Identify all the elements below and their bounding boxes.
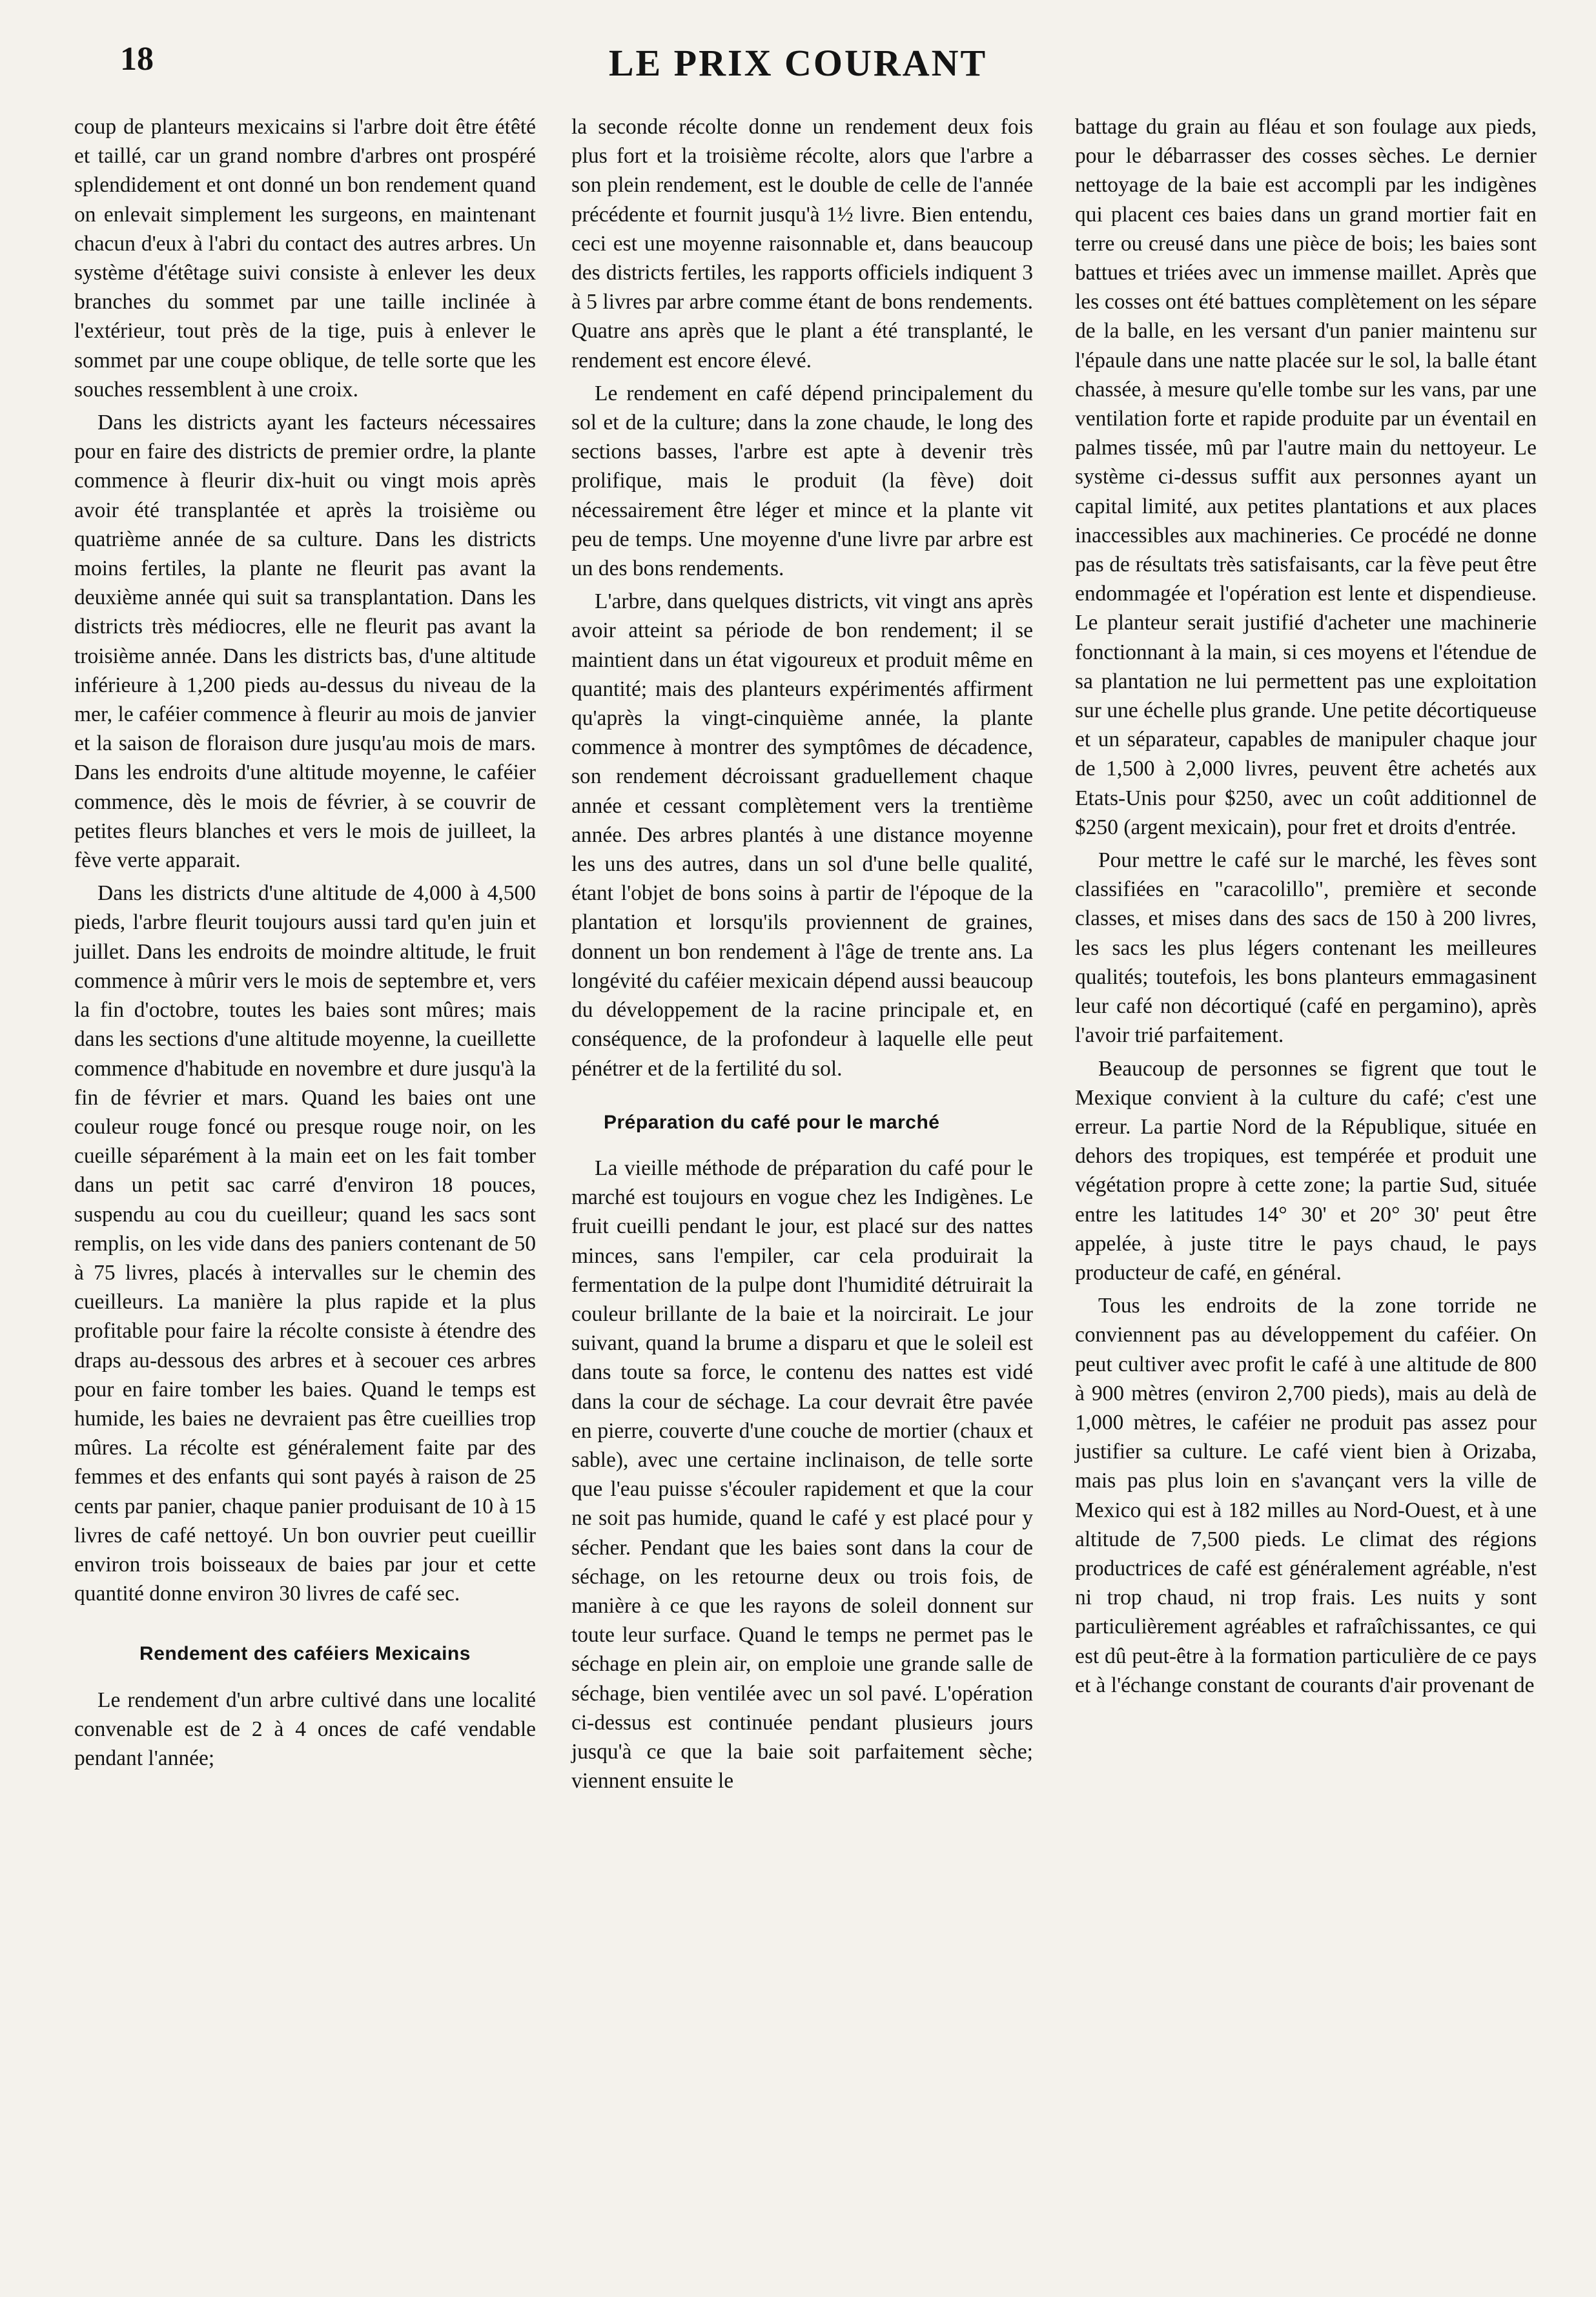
text-column-1 — [74, 112, 536, 2269]
paragraph: Dans les districts ayant les facteurs nécessaires pour en faire des districts de premier ordre, la plante commence à fleurir dix-huit ou vingt mois après avoir été transplantée et après la troisième ou quatrième année de sa culture. Dans les districts moins fertiles, la plante ne fleurit pas avant la deuxième année qui suit sa transplantation. Dans les districts très médiocres, elle ne fleurit pas avant la troisième année. Dans les districts bas, d'une altitude inférieure à 1,200 pieds au-dessus du niveau de la mer, le caféier commence à fleurir au mois de janvier et la saison de floraison dure jusqu'au mois de mars. Dans les endroits d'une altitude moyenne, le caféier commence, dès le mois de février, à se couvrir de petites fleurs blanches et vers le mois de juilleet, la fève verte apparait. — [74, 411, 536, 873]
paragraph: Beaucoup de personnes se figrent que tout le Mexique convient à la culture du café; c'est une erreur. La partie Nord de la République, située en dehors des tropiques, est tempérée et produit une végétation propre à cette zone; la partie Sud, située entre les latitudes 14° 30' et 20° 30' peut être appelée, à juste titre le pays chaud, le pays producteur de café, en général. — [1075, 1056, 1537, 1285]
paragraph: Dans les districts d'une altitude de 4,000 à 4,500 pieds, l'arbre fleurit toujours aussi tard qu'en juin et juillet. Dans les endroits de moindre altitude, le fruit commence à mûrir vers le mois de septembre et, vers la fin d'octobre, toutes les baies sont mûres; mais dans les sections d'une altitude moyenne, la cueillette commence d'habitude en novembre et dure jusqu'à la fin de février et mars. Quand les baies ont une couleur rouge foncé ou presque rouge noir, on les cueille séparément à la main eet on les fait tomber dans un petit sac carré d'environ 18 pouces, suspendu au cou du cueilleur; quand les sacs sont remplis, on les vide dans des paniers contenant de 50 à 75 livres, placés à intervalles sur le chemin des cueilleurs. La manière la plus rapide et la plus profitable pour faire la récolte consiste à étendre des draps au-dessous des arbres et à secouer ces arbres pour en faire tomber les baies. Quand le temps est humide, les baies ne devraient pas être cueillies trop mûres. La récolte est généralement faite par des femmes et des enfants qui sont payés à raison de 25 cents par panier, chaque panier produisant de 10 à 15 livres de café nettoyé. Un bon ouvrier peut cueillir environ trois boisseaux de baies par jour et cette quantité donne environ 30 livres de café sec. — [74, 881, 536, 1606]
paragraph: Pour mettre le café sur le marché, les fèves sont classifiées en "caracolillo", première et seconde classes, et mises dans des sacs de 150 à 200 livres, les sacs les plus légers contenant les meilleures qualités; toutefois, les bons planteurs emmagasinent leur café non décortiqué (café en pergamino), après l'avoir trié parfaitement. — [1075, 848, 1537, 1048]
page-number: 18 — [120, 41, 154, 77]
section-heading: Rendement des caféiers Mexicains — [139, 1643, 471, 1665]
running-title: LE PRIX COURANT — [608, 42, 988, 84]
paragraph: la seconde récolte donne un rendement deux fois plus fort et la troisième récolte, alors que l'arbre a son plein rendement, est le double de celle de l'année précédente et fournit jusqu'à 1½ livre. Bien entendu, ceci est une moyenne raisonnable et, dans beaucoup des districts fertiles, les rapports officiels indiquent 3 à 5 livres par arbre comme étant de bons rendements. Quatre ans après que le plant a été transplanté, le rendement est encore élevé. — [571, 115, 1033, 373]
paragraph: La vieille méthode de préparation du café pour le marché est toujours en vogue chez les Indigènes. Le fruit cueilli pendant le jour, est placé sur des nattes minces, sans l'empiler, car cela produirait la fermentation de la pulpe dont l'humidité détruirait la couleur brillante de la baie et la noircirait. Le jour suivant, quand la brume a disparu et que le soleil est dans toute sa force, le contenu des nattes est vidé dans la cour de séchage. La cour devrait être pavée en pierre, couverte d'une couche de mortier (chaux et sable), avec une certaine inclinaison, de telle sorte que l'eau puisse s'écouler rapidement et que la cour ne soit pas humide, quand le café y est placé pour y sécher. Pendant que les baies sont dans la cour de séchage, on les retourne deux ou trois fois, de manière à ce que les rayons de soleil donnent sur toute leur surface. Quand le temps ne permet pas le séchage en plein air, on emploie une grande salle de séchage, bien ventilée avec un sol pavé. L'opération ci-dessus est continuée pendant plusieurs jours jusqu'à ce que la baie soit parfaitement sèche; viennent ensuite le — [571, 1156, 1033, 1793]
text-column-3 — [1075, 112, 1537, 2269]
paragraph: coup de planteurs mexicains si l'arbre doit être étêté et taillé, car un grand nombre d'arbres ont prospéré splendidement et ont donné un bon rendement quand on enlevait simplement les surgeons, en maintenant chacun d'eux à l'abri du contact des autres arbres. Un système d'étêtage suivi consiste à enlever les deux branches du sommet par une taille inclinée à l'extérieur, tout près de la tige, puis à enlever le sommet par une coupe oblique, de telle sorte que les souches ressemblent à une croix. — [74, 115, 536, 402]
paragraph: Le rendement en café dépend principalement du sol et de la culture; dans la zone chaude, le long des sections basses, l'arbre est apte à devenir très prolifique, mais le produit (la fève) doit nécessairement être léger et mince et la plante vit peu de temps. Une moyenne d'une livre par arbre est un des bons rendements. — [571, 381, 1033, 581]
paragraph: Le rendement d'un arbre cultivé dans une localité convenable est de 2 à 4 onces de café vendable pendant l'année; — [74, 1688, 536, 1770]
paragraph: Tous les endroits de la zone torride ne conviennent pas au développement du caféier. On peut cultiver avec profit le café à une altitude de 800 à 900 mètres (environ 2,700 pieds), mais au delà de 1,000 mètres, le caféier ne produit pas assez pour justifier sa culture. Le café vient bien à Orizaba, mais pas plus loin en s'avançant vers la ville de Mexico qui est à 182 milles au Nord-Ouest, et à une altitude de 7,500 pieds. Le climat des régions productrices de café est généralement agréable, n'est ni trop chaud, ni trop frais. Les nuits y sont particulièrement agréables et rafraîchissantes, ce qui est dû peut-être à la formation particulière de ce pays et à l'échange constant de courants d'air provenant de — [1075, 1294, 1537, 1697]
section-heading: Préparation du café pour le marché — [604, 1111, 940, 1133]
page-header — [0, 0, 1596, 97]
text-column-2 — [571, 112, 1033, 2269]
paragraph: battage du grain au fléau et son foulage aux pieds, pour le débarrasser des cosses sèches. Le dernier nettoyage de la baie est accompli par les indigènes qui placent ces baies dans un grand mortier fait en terre ou creusé dans une pièce de bois; les baies sont battues et triées avec un immense maillet. Après que les cosses ont été battues complètement on les sépare de la balle, en les versant d'un panier maintenu sur l'épaule dans une natte placée sur le sol, la balle étant chassée, à mesure qu'elle tombe sur les vans, par une ventilation forte et rapide produite par un éventail en palmes tissée, mû par l'autre main du nettoyeur. Le système ci-dessus suffit aux personnes ayant un capital limité, aux petites plantations et aux places inaccessibles aux machineries. Ce procédé ne donne pas de résultats très satisfaisants, car la fève peut être endommagée et l'opération est lente et dispendieuse. Le planteur serait justifié d'acheter une machinerie fonctionnant à la main, si ces moyens et l'étendue de sa plantation ne lui permettent pas une exploitation sur une échelle plus grande. Une petite décortiqueuse et un séparateur, capables de manipuler chaque jour de 1,500 à 2,000 livres, peuvent être achetés aux Etats-Unis pour $250, avec un coût additionnel de $250 (argent mexicain), pour fret et droits d'entrée. — [1075, 115, 1537, 839]
paragraph: L'arbre, dans quelques districts, vit vingt ans après avoir atteint sa période de bon rendement; il se maintient dans un état vigoureux et produit même en quantité; mais des planteurs expérimentés affirment qu'après la vingt-cinquième année, la plante commence à montrer des symptômes de décadence, son rendement décroissant graduellement chaque année et cessant complètement vers la trentième année. Des arbres plantés à une distance moyenne les uns des autres, dans un sol d'une belle qualité, étant l'objet de bons soins à partir de l'époque de la plantation et lorsqu'ils proviennent de graines, donnent un bon rendement à l'âge de trente ans. La longévité du caféier mexicain dépend aussi beaucoup du développement de la racine principale et, en conséquence, de la profondeur à laquelle elle peut pénétrer et de la fertilité du sol. — [571, 589, 1033, 1081]
